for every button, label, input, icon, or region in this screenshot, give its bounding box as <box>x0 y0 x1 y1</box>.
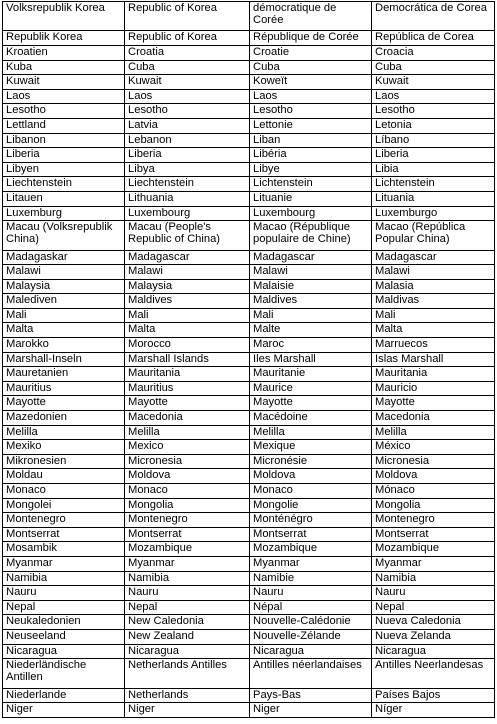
table-row <box>3 2 495 31</box>
table-row <box>3 323 495 338</box>
french-name-cell: Melilla <box>250 425 372 440</box>
spanish-name-cell: Montserrat <box>372 527 495 542</box>
spanish-name-cell: Croacia <box>372 45 495 60</box>
spanish-name-cell: Macao (República Popular China) <box>372 221 495 250</box>
english-name-cell: Netherlands <box>125 688 250 703</box>
spanish-name-cell: Namibia <box>372 571 495 586</box>
english-name-cell: Netherlands Antilles <box>125 659 250 688</box>
spanish-name-cell: República de Corea <box>372 31 495 46</box>
table-row <box>3 527 495 542</box>
spanish-name-cell: Luxemburgo <box>372 206 495 221</box>
german-name-cell: Mauretanien <box>3 367 125 382</box>
french-name-cell: Nouvelle-Calédonie <box>250 615 372 630</box>
french-name-cell: Croatie <box>250 45 372 60</box>
french-name-cell: Laos <box>250 89 372 104</box>
french-name-cell: Lituanie <box>250 191 372 206</box>
table-row <box>3 703 495 718</box>
spanish-name-cell: Myanmar <box>372 556 495 571</box>
document-page <box>2 1 494 718</box>
spanish-name-cell: Micronesia <box>372 454 495 469</box>
table-body <box>3 2 495 718</box>
english-name-cell: Cuba <box>125 60 250 75</box>
table-row <box>3 571 495 586</box>
spanish-name-cell: Mayotte <box>372 396 495 411</box>
table-row <box>3 381 495 396</box>
table-row <box>3 221 495 250</box>
english-name-cell: Moldova <box>125 469 250 484</box>
english-name-cell: Madagascar <box>125 250 250 265</box>
english-name-cell: Republic of Korea <box>125 2 250 31</box>
spanish-name-cell: Países Bajos <box>372 688 495 703</box>
english-name-cell: Morocco <box>125 338 250 353</box>
french-name-cell: Nauru <box>250 586 372 601</box>
german-name-cell: Montenegro <box>3 513 125 528</box>
english-name-cell: Macau (People's Republic of China) <box>125 221 250 250</box>
table-row <box>3 615 495 630</box>
french-name-cell: Mali <box>250 308 372 323</box>
english-name-cell: New Zealand <box>125 629 250 644</box>
french-name-cell: Liban <box>250 133 372 148</box>
table-row <box>3 75 495 90</box>
english-name-cell: Nicaragua <box>125 644 250 659</box>
french-name-cell: Lettonie <box>250 118 372 133</box>
table-row <box>3 498 495 513</box>
german-name-cell: Mayotte <box>3 396 125 411</box>
english-name-cell: Mali <box>125 308 250 323</box>
english-name-cell: Marshall Islands <box>125 352 250 367</box>
spanish-name-cell: Macedonia <box>372 411 495 426</box>
french-name-cell: Nicaragua <box>250 644 372 659</box>
french-name-cell: Lesotho <box>250 104 372 119</box>
french-name-cell: Niger <box>250 703 372 718</box>
table-row <box>3 396 495 411</box>
french-name-cell: Mayotte <box>250 396 372 411</box>
german-name-cell: Macau (Volksrepublik China) <box>3 221 125 250</box>
french-name-cell: Montserrat <box>250 527 372 542</box>
french-name-cell: Libye <box>250 162 372 177</box>
french-name-cell: Népal <box>250 600 372 615</box>
table-row <box>3 294 495 309</box>
english-name-cell: Mexico <box>125 440 250 455</box>
spanish-name-cell: Mauricio <box>372 381 495 396</box>
spanish-name-cell: Cuba <box>372 60 495 75</box>
spanish-name-cell: Maldivas <box>372 294 495 309</box>
german-name-cell: Mexiko <box>3 440 125 455</box>
table-row <box>3 629 495 644</box>
german-name-cell: Mazedonien <box>3 411 125 426</box>
french-name-cell: Mongolie <box>250 498 372 513</box>
german-name-cell: Mikronesien <box>3 454 125 469</box>
spanish-name-cell: Mongolia <box>372 498 495 513</box>
french-name-cell: Pays-Bas <box>250 688 372 703</box>
table-row <box>3 279 495 294</box>
french-name-cell: Libéria <box>250 148 372 163</box>
spanish-name-cell: Laos <box>372 89 495 104</box>
german-name-cell: Libyen <box>3 162 125 177</box>
german-name-cell: Malawi <box>3 265 125 280</box>
german-name-cell: Nepal <box>3 600 125 615</box>
english-name-cell: Luxembourg <box>125 206 250 221</box>
english-name-cell: Mozambique <box>125 542 250 557</box>
french-name-cell: Myanmar <box>250 556 372 571</box>
spanish-name-cell: Mónaco <box>372 484 495 499</box>
table-row <box>3 191 495 206</box>
french-name-cell: Mauritanie <box>250 367 372 382</box>
table-row <box>3 586 495 601</box>
english-name-cell: Nauru <box>125 586 250 601</box>
english-name-cell: Malawi <box>125 265 250 280</box>
german-name-cell: Niederlande <box>3 688 125 703</box>
spanish-name-cell: Liberia <box>372 148 495 163</box>
english-name-cell: Melilla <box>125 425 250 440</box>
english-name-cell: Nepal <box>125 600 250 615</box>
english-name-cell: Mongolia <box>125 498 250 513</box>
german-name-cell: Lettland <box>3 118 125 133</box>
english-name-cell: Lebanon <box>125 133 250 148</box>
table-row <box>3 688 495 703</box>
spanish-name-cell: Malta <box>372 323 495 338</box>
table-row <box>3 542 495 557</box>
german-name-cell: Kroatien <box>3 45 125 60</box>
english-name-cell: Croatia <box>125 45 250 60</box>
spanish-name-cell: Nueva Zelanda <box>372 629 495 644</box>
french-name-cell: démocratique de Corée <box>250 2 372 31</box>
german-name-cell: Mali <box>3 308 125 323</box>
german-name-cell: Niederländische Antillen <box>3 659 125 688</box>
spanish-name-cell: Moldova <box>372 469 495 484</box>
german-name-cell: Malediven <box>3 294 125 309</box>
german-name-cell: Kuwait <box>3 75 125 90</box>
german-name-cell: Laos <box>3 89 125 104</box>
german-name-cell: Madagaskar <box>3 250 125 265</box>
english-name-cell: Malaysia <box>125 279 250 294</box>
table-row <box>3 411 495 426</box>
spanish-name-cell: Madagascar <box>372 250 495 265</box>
table-row <box>3 133 495 148</box>
german-name-cell: Litauen <box>3 191 125 206</box>
english-name-cell: Myanmar <box>125 556 250 571</box>
table-row <box>3 556 495 571</box>
english-name-cell: Liechtenstein <box>125 177 250 192</box>
spanish-name-cell: Nicaragua <box>372 644 495 659</box>
french-name-cell: République de Corée <box>250 31 372 46</box>
spanish-name-cell: Mauritania <box>372 367 495 382</box>
spanish-name-cell: Malawi <box>372 265 495 280</box>
spanish-name-cell: Kuwait <box>372 75 495 90</box>
spanish-name-cell: Antilles Neerlandesas <box>372 659 495 688</box>
spanish-name-cell: Letonia <box>372 118 495 133</box>
english-name-cell: Lithuania <box>125 191 250 206</box>
table-row <box>3 440 495 455</box>
french-name-cell: Cuba <box>250 60 372 75</box>
german-name-cell: Kuba <box>3 60 125 75</box>
english-name-cell: Kuwait <box>125 75 250 90</box>
english-name-cell: Laos <box>125 89 250 104</box>
french-name-cell: Iles Marshall <box>250 352 372 367</box>
english-name-cell: Lesotho <box>125 104 250 119</box>
german-name-cell: Malaysia <box>3 279 125 294</box>
french-name-cell: Maldives <box>250 294 372 309</box>
french-name-cell: Maurice <box>250 381 372 396</box>
english-name-cell: Mauritius <box>125 381 250 396</box>
german-name-cell: Mauritius <box>3 381 125 396</box>
spanish-name-cell: Islas Marshall <box>372 352 495 367</box>
german-name-cell: Lesotho <box>3 104 125 119</box>
french-name-cell: Luxembourg <box>250 206 372 221</box>
table-row <box>3 454 495 469</box>
english-name-cell: Montserrat <box>125 527 250 542</box>
table-row <box>3 425 495 440</box>
german-name-cell: Luxemburg <box>3 206 125 221</box>
german-name-cell: Libanon <box>3 133 125 148</box>
table-row <box>3 177 495 192</box>
spanish-name-cell: Mozambique <box>372 542 495 557</box>
french-name-cell: Moldova <box>250 469 372 484</box>
german-name-cell: Namibia <box>3 571 125 586</box>
table-row <box>3 148 495 163</box>
german-name-cell: Montserrat <box>3 527 125 542</box>
spanish-name-cell: Montenegro <box>372 513 495 528</box>
table-row <box>3 367 495 382</box>
german-name-cell: Nauru <box>3 586 125 601</box>
german-name-cell: Republik Korea <box>3 31 125 46</box>
table-row <box>3 162 495 177</box>
spanish-name-cell: Níger <box>372 703 495 718</box>
spanish-name-cell: Democrática de Corea <box>372 2 495 31</box>
english-name-cell: Republic of Korea <box>125 31 250 46</box>
german-name-cell: Neukaledonien <box>3 615 125 630</box>
german-name-cell: Nicaragua <box>3 644 125 659</box>
table-row <box>3 308 495 323</box>
german-name-cell: Mosambik <box>3 542 125 557</box>
english-name-cell: Micronesia <box>125 454 250 469</box>
spanish-name-cell: Lesotho <box>372 104 495 119</box>
french-name-cell: Monaco <box>250 484 372 499</box>
french-name-cell: Koweït <box>250 75 372 90</box>
german-name-cell: Niger <box>3 703 125 718</box>
spanish-name-cell: Nepal <box>372 600 495 615</box>
english-name-cell: Mayotte <box>125 396 250 411</box>
french-name-cell: Malte <box>250 323 372 338</box>
table-row <box>3 469 495 484</box>
english-name-cell: Libya <box>125 162 250 177</box>
german-name-cell: Neuseeland <box>3 629 125 644</box>
english-name-cell: Macedonia <box>125 411 250 426</box>
table-row <box>3 338 495 353</box>
french-name-cell: Mozambique <box>250 542 372 557</box>
french-name-cell: Nouvelle-Zélande <box>250 629 372 644</box>
french-name-cell: Malawi <box>250 265 372 280</box>
table-row <box>3 118 495 133</box>
german-name-cell: Marshall-Inseln <box>3 352 125 367</box>
german-name-cell: Malta <box>3 323 125 338</box>
french-name-cell: Madagascar <box>250 250 372 265</box>
spanish-name-cell: Malasia <box>372 279 495 294</box>
table-row <box>3 60 495 75</box>
german-name-cell: Marokko <box>3 338 125 353</box>
english-name-cell: Namibia <box>125 571 250 586</box>
german-name-cell: Liberia <box>3 148 125 163</box>
spanish-name-cell: Libia <box>372 162 495 177</box>
french-name-cell: Mexique <box>250 440 372 455</box>
french-name-cell: Malaisie <box>250 279 372 294</box>
spanish-name-cell: México <box>372 440 495 455</box>
german-name-cell: Liechtenstein <box>3 177 125 192</box>
table-row <box>3 600 495 615</box>
french-name-cell: Macédoine <box>250 411 372 426</box>
spanish-name-cell: Lichtenstein <box>372 177 495 192</box>
table-row <box>3 104 495 119</box>
english-name-cell: Mauritania <box>125 367 250 382</box>
country-names-table <box>2 1 495 718</box>
english-name-cell: Liberia <box>125 148 250 163</box>
english-name-cell: Maldives <box>125 294 250 309</box>
spanish-name-cell: Mali <box>372 308 495 323</box>
french-name-cell: Micronésie <box>250 454 372 469</box>
table-row <box>3 31 495 46</box>
english-name-cell: Malta <box>125 323 250 338</box>
spanish-name-cell: Nueva Caledonia <box>372 615 495 630</box>
french-name-cell: Maroc <box>250 338 372 353</box>
spanish-name-cell: Lituania <box>372 191 495 206</box>
german-name-cell: Volksrepublik Korea <box>3 2 125 31</box>
german-name-cell: Moldau <box>3 469 125 484</box>
spanish-name-cell: Nauru <box>372 586 495 601</box>
table-row <box>3 513 495 528</box>
english-name-cell: Niger <box>125 703 250 718</box>
table-row <box>3 89 495 104</box>
english-name-cell: Monaco <box>125 484 250 499</box>
english-name-cell: Latvia <box>125 118 250 133</box>
german-name-cell: Melilla <box>3 425 125 440</box>
french-name-cell: Namibie <box>250 571 372 586</box>
german-name-cell: Mongolei <box>3 498 125 513</box>
table-row <box>3 265 495 280</box>
table-row <box>3 484 495 499</box>
french-name-cell: Monténégro <box>250 513 372 528</box>
table-row <box>3 352 495 367</box>
spanish-name-cell: Marruecos <box>372 338 495 353</box>
german-name-cell: Myanmar <box>3 556 125 571</box>
spanish-name-cell: Melilla <box>372 425 495 440</box>
table-row <box>3 250 495 265</box>
french-name-cell: Macao (République populaire de Chine) <box>250 221 372 250</box>
english-name-cell: Montenegro <box>125 513 250 528</box>
spanish-name-cell: Líbano <box>372 133 495 148</box>
french-name-cell: Antilles néerlandaises <box>250 659 372 688</box>
table-row <box>3 206 495 221</box>
table-row <box>3 659 495 688</box>
table-row <box>3 644 495 659</box>
german-name-cell: Monaco <box>3 484 125 499</box>
table-row <box>3 45 495 60</box>
english-name-cell: New Caledonia <box>125 615 250 630</box>
french-name-cell: Lichtenstein <box>250 177 372 192</box>
